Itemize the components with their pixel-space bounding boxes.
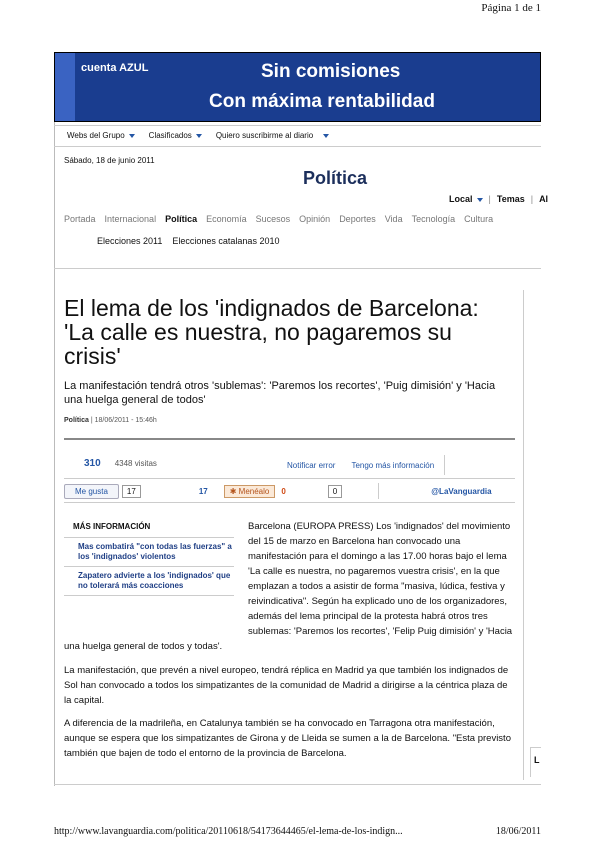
chevron-down-icon bbox=[196, 134, 202, 138]
comment-count[interactable]: 310 bbox=[84, 458, 101, 469]
topnav-quiero[interactable]: Quiero suscribirme al diario bbox=[216, 131, 329, 140]
nav-portada[interactable]: Portada bbox=[64, 214, 96, 224]
banner-line-1: Sin comisiones bbox=[261, 61, 401, 82]
divider bbox=[64, 438, 515, 440]
chevron-down-icon bbox=[129, 134, 135, 138]
divider bbox=[530, 747, 541, 748]
divider bbox=[54, 268, 541, 269]
divider bbox=[444, 455, 445, 475]
subnav-temas[interactable]: Temas bbox=[496, 194, 525, 204]
meneame-button[interactable]: ✱ Menéalo bbox=[224, 485, 276, 498]
article-lede: La manifestación tendrá otros 'sublemas': 'Paremos los recortes', 'Puig dimisión' y 'Hacia una huelga general de todos' bbox=[64, 380, 496, 406]
nav-deportes[interactable]: Deportes bbox=[339, 214, 376, 224]
social-bar bbox=[64, 483, 492, 499]
float-spacer bbox=[64, 519, 248, 639]
like-button[interactable]: Me gusta bbox=[64, 484, 119, 499]
divider bbox=[54, 125, 541, 126]
byline bbox=[64, 417, 157, 424]
tweet-count: 0 bbox=[328, 485, 342, 498]
separator: | bbox=[488, 194, 491, 204]
more-info-title: MÁS INFORMACIÓN bbox=[64, 516, 234, 538]
subnav-al[interactable]: Al bbox=[539, 194, 549, 204]
tags-row bbox=[97, 236, 279, 246]
article-paragraph-2: La manifestación, que prevén a nivel europeo, tendrá réplica en Madrid ya que también los indignados de Sol han convocado a todos los simpatizantes de la comunidad de Madrid a dirigirse a la céntrica plaza de la capital. bbox=[64, 665, 509, 706]
meneo-count: 0 bbox=[281, 486, 286, 496]
nav-tecnologia[interactable]: Tecnología bbox=[411, 214, 456, 224]
report-error-link[interactable]: Notificar error bbox=[287, 461, 336, 470]
nav-economia[interactable]: Economía bbox=[206, 214, 247, 224]
related-link[interactable]: Mas combatirá "con todas las fuerzas" a los 'indignados' violentos bbox=[64, 538, 234, 567]
page-number: Página 1 de 1 bbox=[481, 2, 541, 14]
article-actions bbox=[287, 461, 434, 470]
more-info-link[interactable]: Tengo más información bbox=[351, 461, 435, 470]
right-column-border bbox=[523, 290, 524, 780]
nav-politica[interactable]: Política bbox=[165, 214, 198, 224]
nav-opinion[interactable]: Opinión bbox=[299, 214, 331, 224]
divider bbox=[54, 784, 541, 785]
main-nav bbox=[64, 214, 493, 224]
byline-date: | 18/06/2011 - 15:46h bbox=[90, 417, 157, 424]
banner-brand: cuenta AZUL bbox=[81, 62, 149, 74]
divider bbox=[54, 146, 541, 147]
section-title: Política bbox=[303, 168, 368, 188]
tag-elecciones-2011[interactable]: Elecciones 2011 bbox=[97, 236, 163, 246]
chevron-down-icon bbox=[323, 134, 329, 138]
right-edge-letter: L bbox=[534, 755, 540, 765]
banner-line-2: Con máxima rentabilidad bbox=[209, 91, 435, 112]
nav-sucesos[interactable]: Sucesos bbox=[255, 214, 291, 224]
meneame-icon: ✱ bbox=[229, 486, 239, 496]
article-headline: El lema de los 'indignados de Barcelona: 'La calle es nuestra, no pagaremos su crisis' bbox=[64, 295, 479, 369]
paragraph-text: Barcelona (EUROPA PRESS) Los 'indignados' del movimiento del 15 de marzo en Barcelona han convocado una manifestación para el domingo a las 17.00 horas bajo el lema 'La calle es nuestra, no pagaremos vuestra crisis', en la que emplazan a todos a asistir de forma "masiva, lúdica, festiva y reivindicativa". Según ha explicado uno de los organizadores, además del lema principal de la protesta habrá otros tres sublemas: 'Paremos los recortes', 'Felip Puig dimisión' y 'Hacia una huelga general de todos y todas'. bbox=[64, 521, 513, 652]
nav-internacional[interactable]: Internacional bbox=[104, 214, 157, 224]
subnav-local[interactable]: Local bbox=[449, 194, 483, 204]
stats-bar bbox=[84, 458, 157, 469]
byline-section[interactable]: Política bbox=[64, 417, 89, 424]
divider bbox=[64, 478, 515, 479]
share-count: 17 bbox=[198, 486, 208, 496]
divider bbox=[378, 483, 379, 499]
nav-cultura[interactable]: Cultura bbox=[464, 214, 494, 224]
chevron-down-icon bbox=[477, 198, 483, 202]
date-line: Sábado, 18 de junio 2011 bbox=[64, 156, 155, 165]
footer-date: 18/06/2011 bbox=[495, 826, 541, 837]
related-link[interactable]: Zapatero advierte a los 'indignados' que no tolerará más coacciones bbox=[64, 567, 234, 596]
topnav-clasificados[interactable]: Clasificados bbox=[149, 131, 202, 140]
ad-banner[interactable] bbox=[54, 52, 541, 122]
twitter-link[interactable]: @LaVanguardia bbox=[431, 486, 492, 496]
tag-elecciones-catalanas[interactable]: Elecciones catalanas 2010 bbox=[172, 236, 280, 246]
article-paragraph-3: A diferencia de la madrileña, en Catalunya también se ha convocado en Tarragona otra manifestación, aunque se espera que los simpatizantes de Girona y de Lleida se sumen a la de Barcelona. "Esta previsto también que bajen de todo el entorno de la provincia de Barcelona. bbox=[64, 718, 511, 759]
banner-stripe bbox=[55, 53, 75, 122]
divider bbox=[64, 502, 515, 503]
topnav-webs-grupo[interactable]: Webs del Grupo bbox=[67, 131, 135, 140]
separator: | bbox=[530, 194, 534, 204]
top-nav bbox=[67, 131, 329, 140]
article-paragraph-1 bbox=[64, 519, 516, 659]
visit-count: 4348 visitas bbox=[114, 459, 157, 468]
like-count: 17 bbox=[122, 485, 141, 498]
nav-vida[interactable]: Vida bbox=[384, 214, 403, 224]
sub-nav bbox=[449, 194, 548, 204]
divider bbox=[530, 747, 531, 777]
footer-url[interactable]: http://www.lavanguardia.com/politica/20110618/54173644465/el-lema-de-los-indign... bbox=[54, 826, 403, 837]
